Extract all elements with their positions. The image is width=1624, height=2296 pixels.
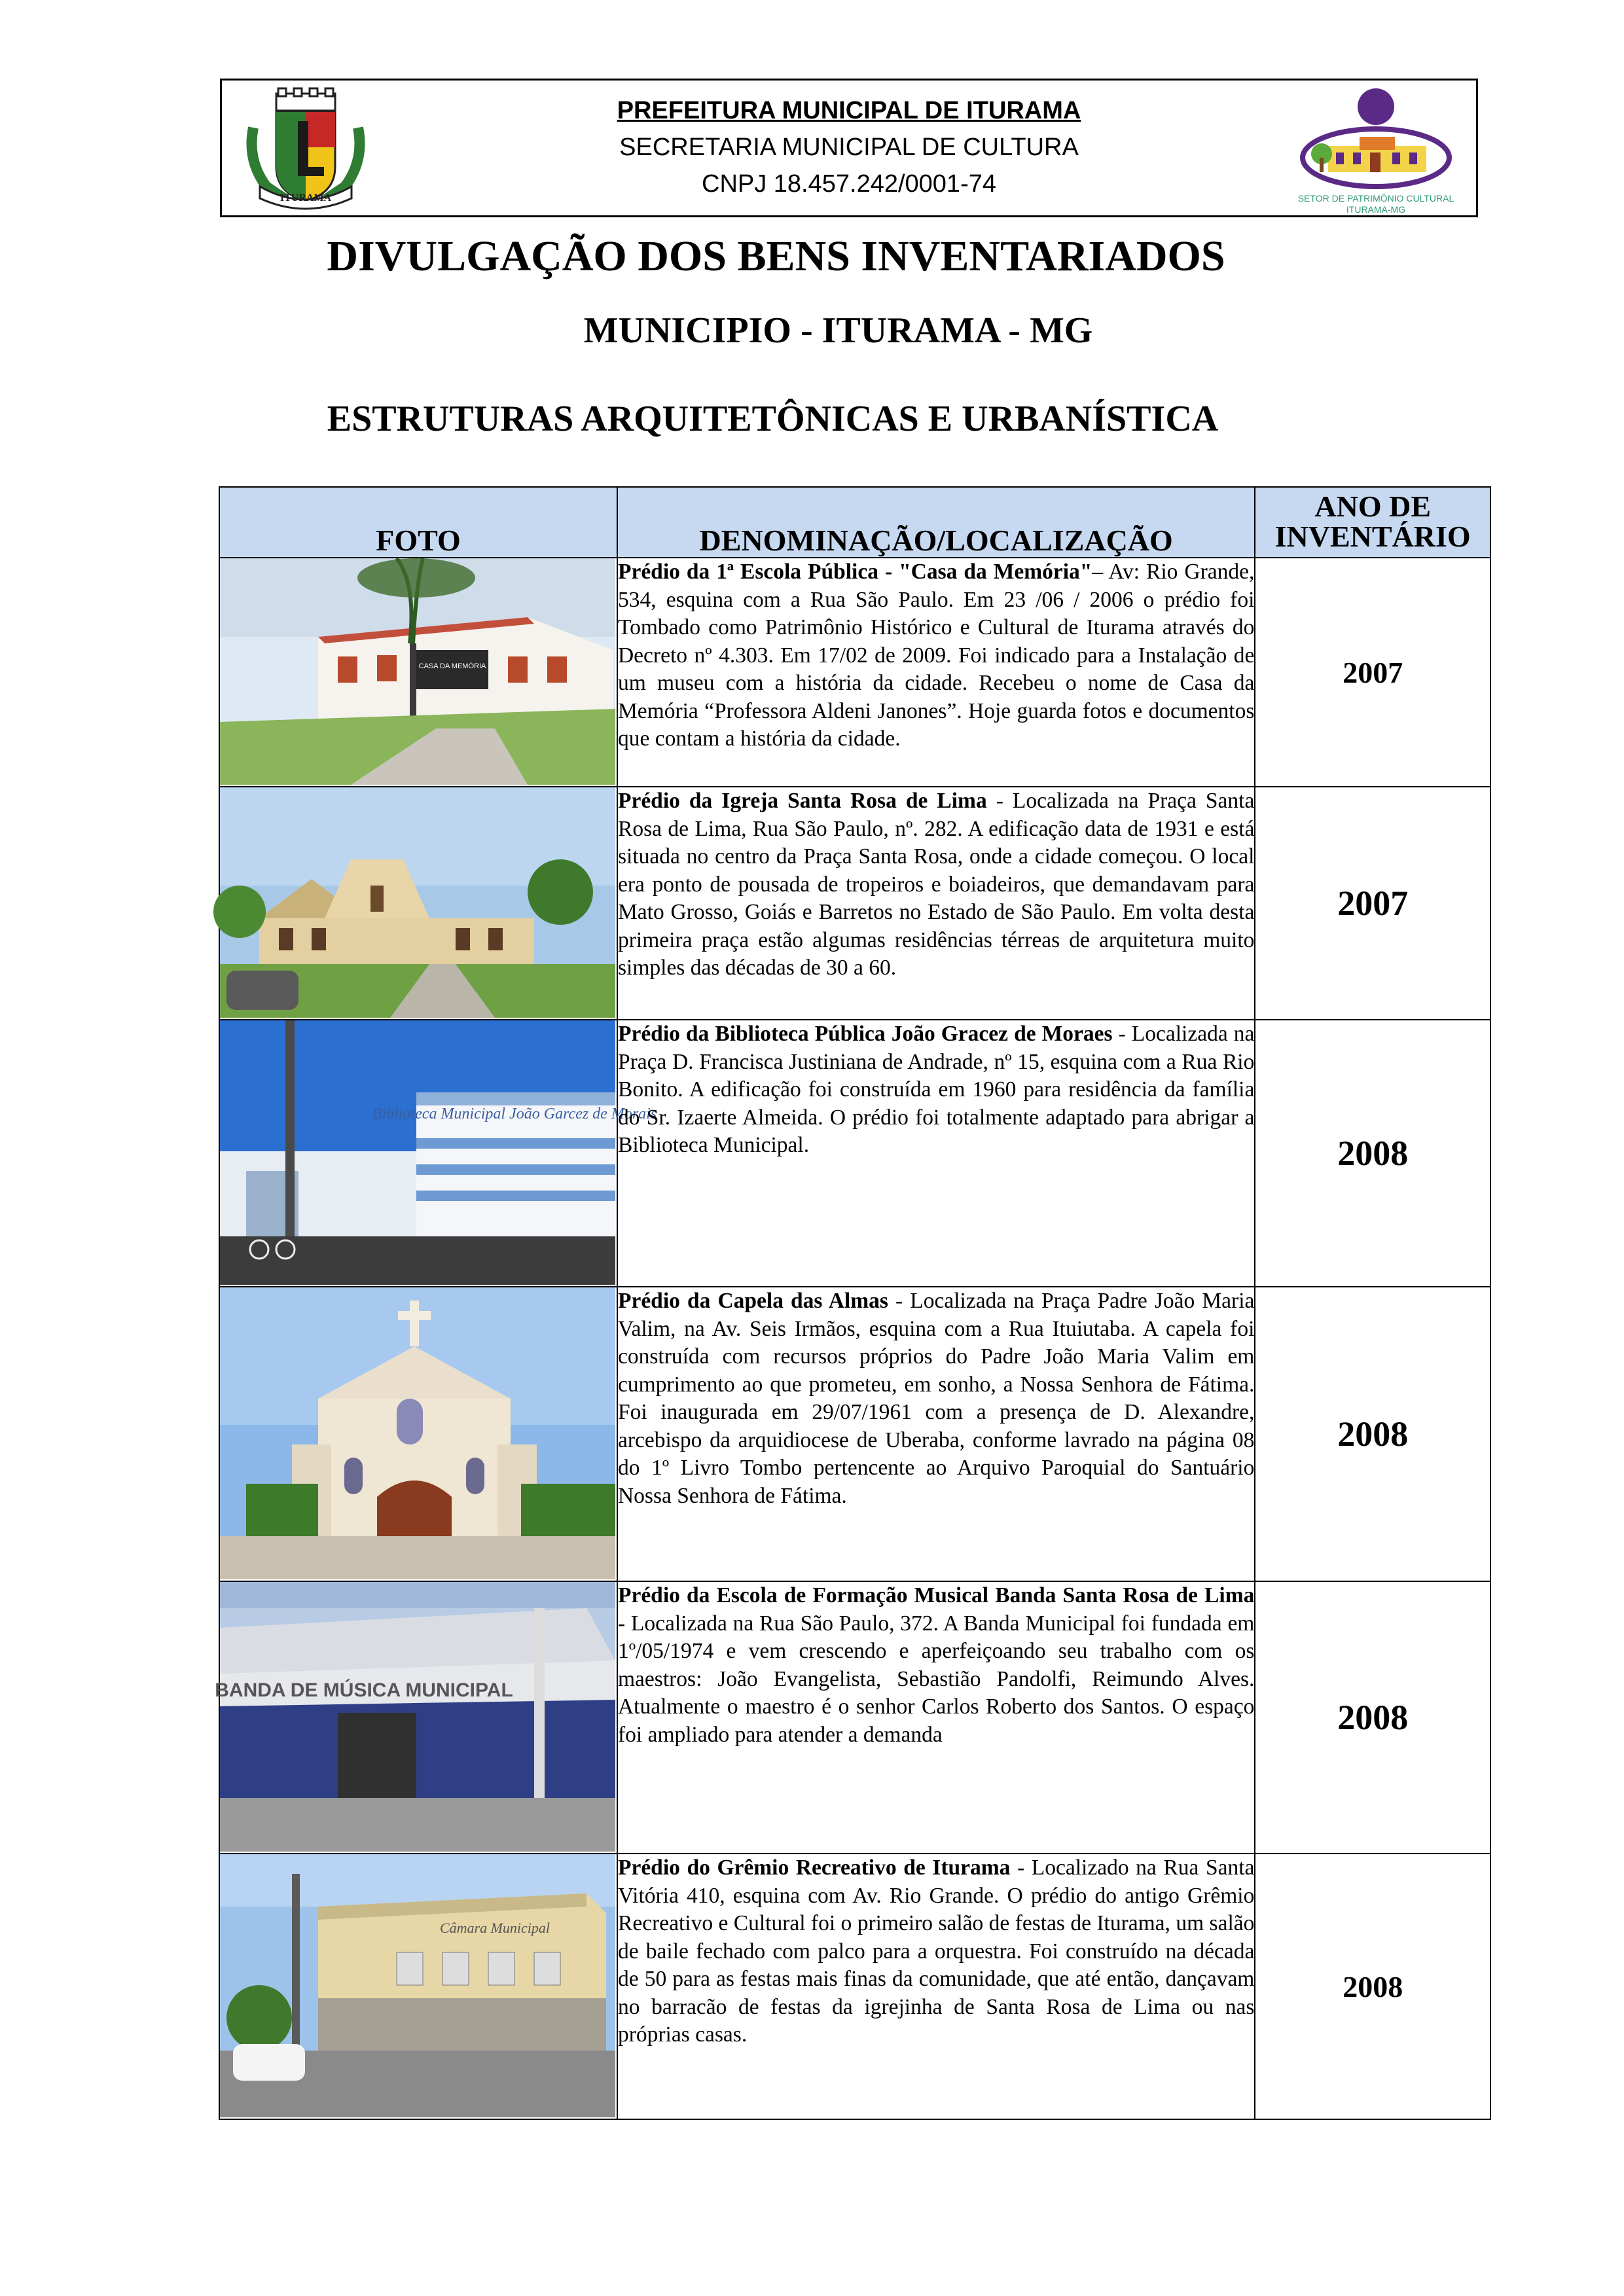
row-text: - Localizada na Praça D. Francisca Justiniana de Andrade, nº 15, esquina com a Rua Rio Bonito. A edificação foi construída em 1960 para residência da família do Sr. Izaerte Almeida. O prédio foi totalmente adaptado para abrigar a Biblioteca Municipal. xyxy=(617,1022,1255,1157)
header-foto: FOTO xyxy=(219,487,617,558)
letterhead xyxy=(220,79,1478,217)
row-text: – Av: Rio Grande, 534, esquina com a Rua São Paulo. Em 23 /06 / 2006 o prédio foi Tombado como Patrimônio Histórico e Cultural de Iturama através do Decreto nº 4.303. Em 17/02 de 2009. Foi indicado para a Instalação de um museu com a história da cidade. Recebeu o nome de Casa da Memória “Professora Aldeni Janones”. Hoje guarda fotos e documentos que contam a história da cidade. xyxy=(617,560,1255,751)
header-denominacao: DENOMINAÇÃO/LOCALIZAÇÃO xyxy=(617,487,1255,558)
header-ano xyxy=(1255,487,1490,558)
row-text: - Localizada na Praça Santa Rosa de Lima, Rua São Paulo, nº. 282. A edificação data de 1931 e está situada no centro da Praça Santa Rosa, onde a cidade começou. O local era ponto de pousada de tropeiros e boiadeiros, que demandavam para Mato Grosso, Goiás e Barretos no Estado de São Paulo. Em volta desta primeira praça estão algumas residências térreas de arquitetura muito simples das décadas de 30 a 60. xyxy=(617,789,1255,980)
row-name: Prédio da 1ª Escola Pública - "Casa da Memória" xyxy=(617,560,1092,584)
table-row xyxy=(219,1020,1490,1287)
row-name: Prédio da Biblioteca Pública João Gracez de Moraes xyxy=(617,1022,1113,1046)
header-ano-line2: INVENTÁRIO xyxy=(1274,520,1471,553)
photo-cell xyxy=(219,787,617,1020)
description-cell xyxy=(617,1854,1255,2119)
year-cell: 2008 xyxy=(1255,1854,1490,2119)
photo-sign-text: Biblioteca Municipal João Garcez de Morais xyxy=(372,1105,657,1122)
photo-biblioteca xyxy=(220,1020,657,1285)
row-text: - Localizada na Praça Padre João Maria Valim, na Av. Seis Irmãos, esquina com a Rua Ituiutaba. A capela foi construída com recursos próprios do Padre João Maria Valim em cumprimento ao que prometeu, em sonho, a Nossa Senhora de Fátima. Foi inaugurada em 29/07/1961 com a presença de D. Alexandre, arcebispo da arquidiocese de Uberaba, conforme lavrado na página 08 do 1º Livro Tombo pertencente ao Arquivo Paroquial do Santuário Nossa Senhora de Fátima. xyxy=(617,1289,1255,1508)
photo-casa-da-memoria xyxy=(220,558,615,785)
photo-sign-text: CASA DA MEMÓRIA xyxy=(418,662,486,670)
municipio-subtitle: MUNICIPIO - ITURAMA - MG xyxy=(583,310,1093,351)
table-row xyxy=(219,1287,1490,1581)
photo-sign-text: BANDA DE MÚSICA MUNICIPAL xyxy=(215,1679,513,1701)
row-name: Prédio do Grêmio Recreativo de Iturama xyxy=(617,1856,1011,1880)
photo-capela-das-almas xyxy=(220,1287,615,1579)
photo-igreja-santa-rosa xyxy=(220,787,615,1018)
photo-gremio-recreativo xyxy=(220,1854,615,2117)
description-cell xyxy=(617,787,1255,1020)
page-title: DIVULGAÇÃO DOS BENS INVENTARIADOS xyxy=(327,232,1225,280)
table-row xyxy=(219,558,1490,787)
crest-label: ITURAMA xyxy=(280,192,332,204)
row-name: Prédio da Escola de Formação Musical Banda Santa Rosa de Lima xyxy=(617,1583,1255,1607)
year-cell: 2008 xyxy=(1255,1581,1490,1854)
description-cell xyxy=(617,558,1255,787)
row-text: - Localizada na Rua São Paulo, 372. A Banda Municipal foi fundada em 1º/05/1974 e vem crescendo e aperfeiçoando seu trabalho com os maestros: João Evangelista, Sebastião Pandolfi, Reimundo Alves. Atualmente o maestro é o senhor Carlos Roberto dos Santos. O espaço foi ampliado para atender a demanda xyxy=(617,1611,1255,1747)
patrimonio-cultural-logo xyxy=(1288,86,1464,217)
inventory-table xyxy=(215,486,1491,2120)
description-cell xyxy=(617,1581,1255,1854)
year-cell: 2007 xyxy=(1255,558,1490,787)
photo-cell xyxy=(219,558,617,787)
prefeitura-name: PREFEITURA MUNICIPAL DE ITURAMA xyxy=(617,97,1081,124)
year-cell: 2007 xyxy=(1255,787,1490,1020)
photo-banda-musica xyxy=(215,1582,615,1852)
year-cell: 2008 xyxy=(1255,1020,1490,1287)
description-cell xyxy=(617,1287,1255,1581)
header-ano-line1: ANO DE xyxy=(1314,490,1431,523)
table-row xyxy=(219,787,1490,1020)
section-title: ESTRUTURAS ARQUITETÔNICAS E URBANÍSTICA xyxy=(327,399,1219,439)
table-header-row xyxy=(219,487,1490,558)
cnpj: CNPJ 18.457.242/0001-74 xyxy=(702,170,996,198)
photo-cell xyxy=(215,1581,617,1854)
setor-caption-line2: ITURAMA-MG xyxy=(1346,204,1406,215)
photo-sign-text: Câmara Municipal xyxy=(439,1920,550,1936)
row-text: - Localizado na Rua Santa Vitória 410, esquina com Av. Rio Grande. O prédio do antigo Grêmio Recreativo e Cultural foi o primeiro salão de festas de Iturama, um salão de baile fechado com palco para a orquestra. Foi construído na década de 50 para as festas mais finas da comunidade, que até então, dançavam no barracão de festas da igrejinha de Santa Rosa de Lima ou nas próprias casas. xyxy=(617,1856,1255,2047)
setor-caption-line1: SETOR DE PATRIMÔNIO CULTURAL xyxy=(1297,193,1454,204)
row-name: Prédio da Igreja Santa Rosa de Lima xyxy=(617,789,987,813)
photo-cell xyxy=(219,1854,617,2119)
description-cell xyxy=(617,1020,1255,1287)
row-name: Prédio da Capela das Almas xyxy=(617,1289,888,1313)
table-row xyxy=(219,1854,1490,2119)
photo-cell xyxy=(219,1287,617,1581)
year-cell: 2008 xyxy=(1255,1287,1490,1581)
photo-cell xyxy=(219,1020,657,1287)
table-row xyxy=(219,1581,1490,1854)
secretaria-name: SECRETARIA MUNICIPAL DE CULTURA xyxy=(619,134,1079,161)
